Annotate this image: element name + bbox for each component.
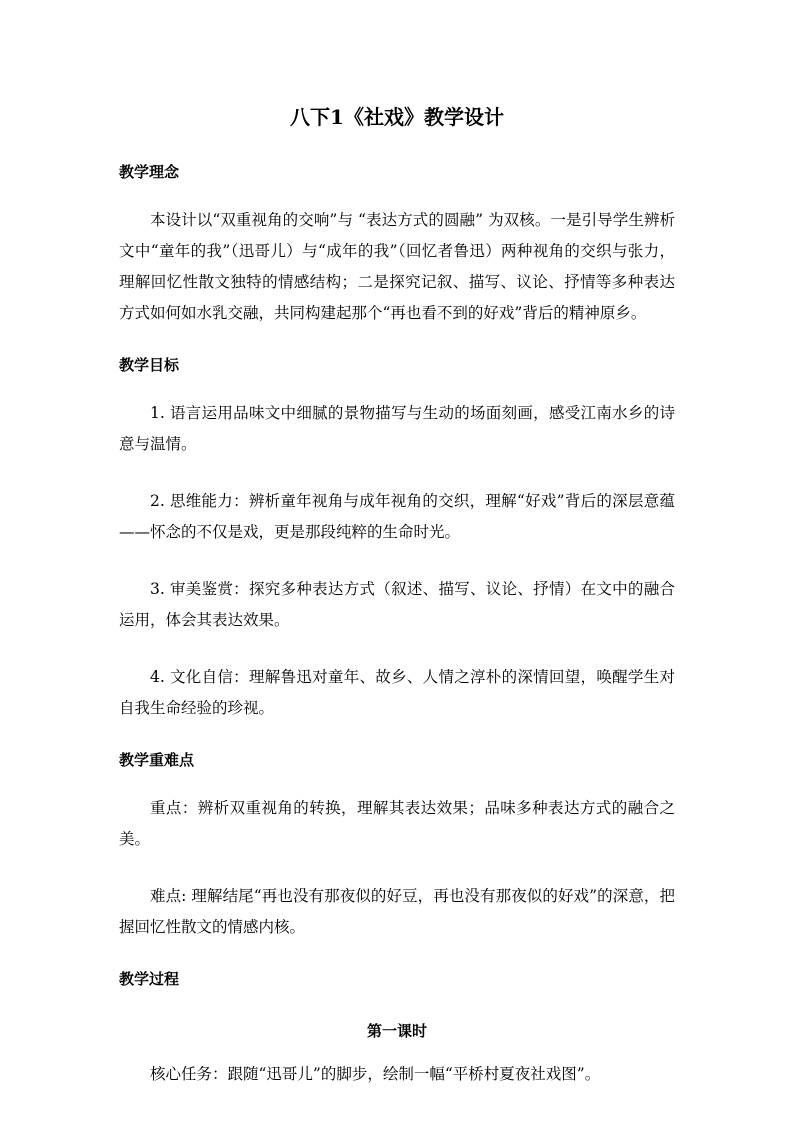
key-point-paragraph: 重点：辨析双重视角的转换，理解其表达效果；品味多种表达方式的融合之美。 bbox=[119, 799, 675, 848]
section-heading: 教学目标 bbox=[119, 356, 180, 374]
section-teaching-objectives bbox=[119, 353, 675, 724]
document-title: 八下1《社戏》教学设计 bbox=[290, 105, 504, 129]
section-teaching-philosophy bbox=[119, 160, 675, 329]
body-paragraph: 本设计以“双重视角的交响”与 “表达方式的圆融” 为双核。一是引导学生辨析文中“童年的我”（迅哥儿）与“成年的我”（回忆者鲁迅）两种视角的交织与张力，理解回忆性散文独特的情感结构；二是探究记叙、描写、议论、抒情等多种表达方式如何如水乳交融，共同构建起那个“再也看不到的好戏”背后的精神原乡。 bbox=[119, 211, 675, 322]
section-heading: 教学重难点 bbox=[119, 751, 195, 769]
objective-item: 1. 语言运用品味文中细腻的景物描写与生动的场面刻画，感受江南水乡的诗意与温情。 bbox=[119, 404, 675, 453]
objective-item: 4. 文化自信：理解鲁迅对童年、故乡、人情之淳朴的深情回望，唤醒学生对自我生命经验的珍视。 bbox=[119, 668, 675, 717]
section-teaching-process bbox=[119, 967, 675, 1090]
section-heading: 教学过程 bbox=[119, 970, 180, 988]
difficulty-paragraph: 难点: 理解结尾“再也没有那夜似的好豆，再也没有那夜似的好戏”的深意，把握回忆性散文的情感内核。 bbox=[119, 887, 675, 936]
lesson-heading: 第一课时 bbox=[366, 1022, 427, 1040]
objective-item: 2. 思维能力：辨析童年视角与成年视角的交织，理解“好戏”背后的深层意蕴——怀念的不仅是戏，更是那段纯粹的生命时光。 bbox=[119, 492, 675, 541]
core-task-paragraph: 核心任务：跟随“迅哥儿”的脚步，绘制一幅“平桥村夏夜社戏图”。 bbox=[150, 1065, 601, 1083]
section-heading: 教学理念 bbox=[119, 163, 180, 181]
objective-item: 3. 审美鉴赏：探究多种表达方式（叙述、描写、议论、抒情）在文中的融合运用，体会其表达效果。 bbox=[119, 580, 675, 629]
section-key-difficulties bbox=[119, 748, 675, 943]
